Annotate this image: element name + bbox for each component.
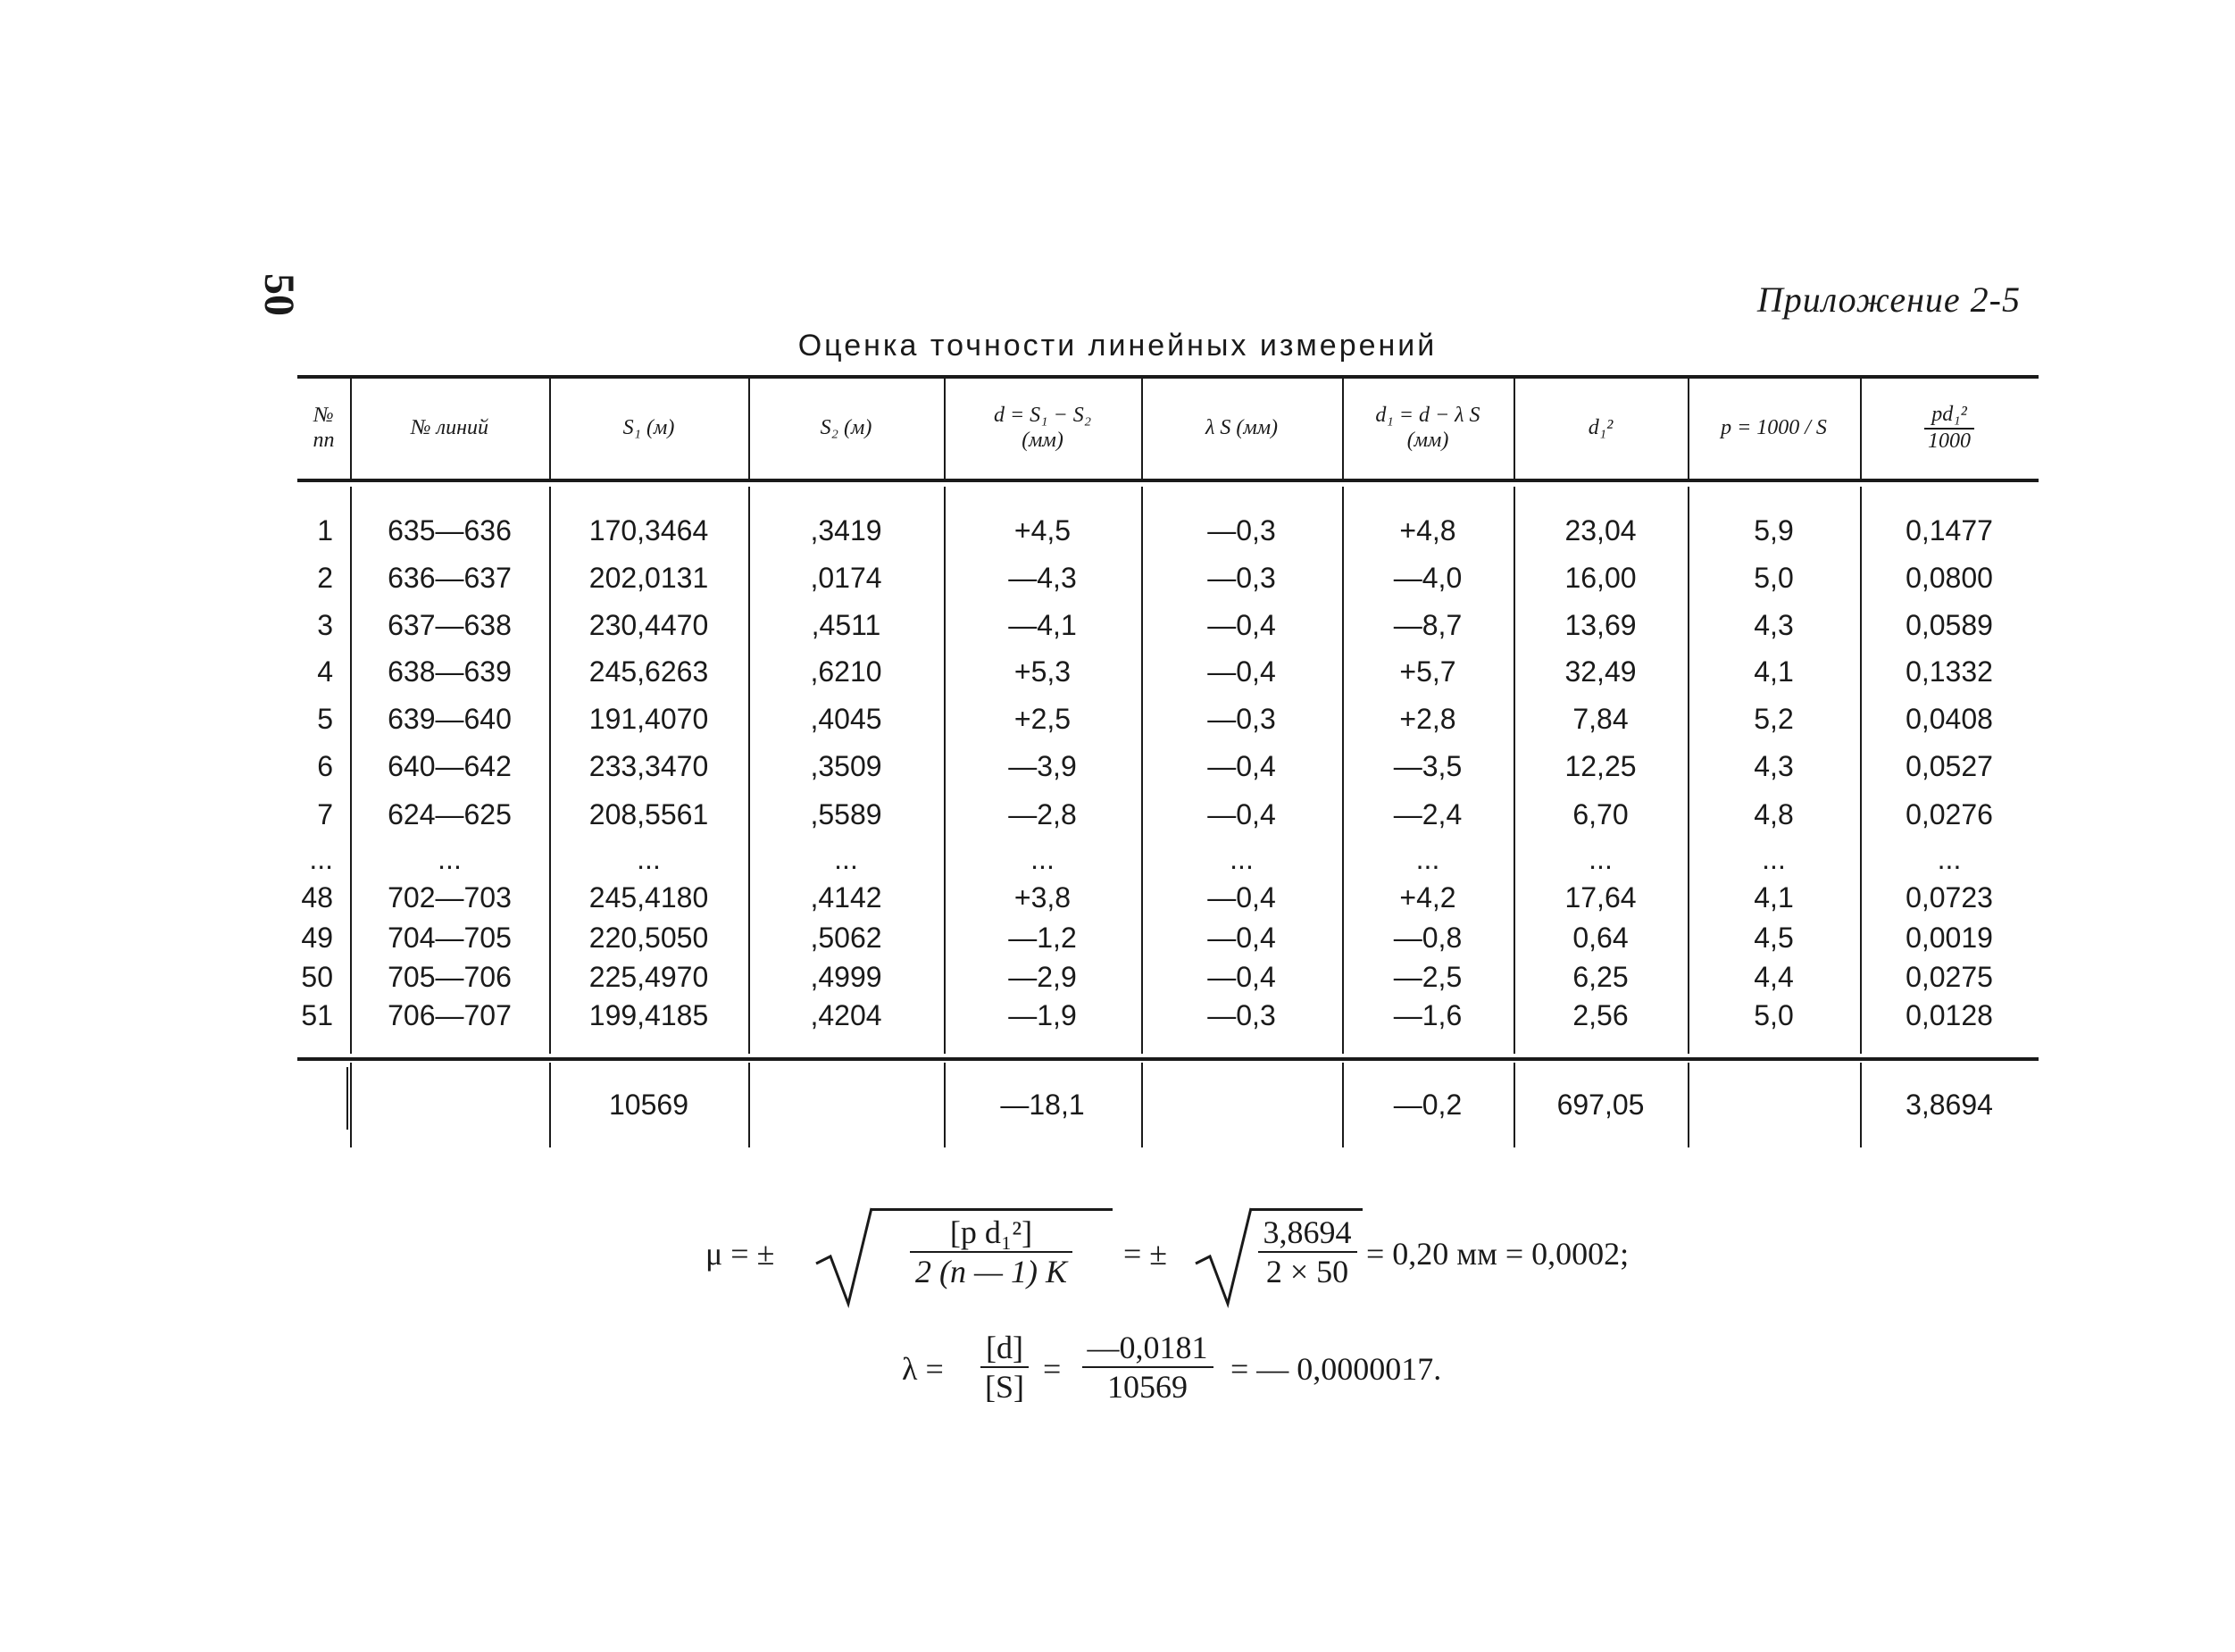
column-header [549,380,748,477]
table-cell: 0,0723 [1906,881,1993,914]
table-cell: —0,3 [1207,562,1276,594]
table-cell: 245,6263 [588,655,709,688]
table-cell: 2,56 [1572,999,1629,1031]
table-cell: 51 [301,999,333,1031]
mu-num-2: 3,8694 [1258,1214,1357,1253]
mu-eq-2: = ± [1123,1236,1168,1272]
table-cell: —8,7 [1393,609,1463,641]
table-cell: 230,4470 [588,609,709,641]
table-cell: 637—638 [388,609,512,641]
table-row [297,605,2039,645]
lambda-num-2: —0,0181 [1082,1329,1213,1368]
table-cell: —0,4 [1207,922,1276,954]
table-cell: 5,0 [1754,999,1794,1031]
table-cell: —0,4 [1207,609,1276,641]
lambda-lhs: λ = [902,1351,944,1387]
table-cell: 12,25 [1564,750,1637,782]
table-cell: 705—706 [388,961,512,993]
table-cell: ,5589 [810,798,882,830]
mu-formula [696,1201,1679,1308]
table-cell: —4,1 [1008,609,1077,641]
radical-sign-icon [1192,1201,1255,1308]
table-cell: —0,3 [1207,514,1276,546]
table-cell: 704—705 [388,922,512,954]
appendix-label: Приложение 2-5 [1756,280,2021,320]
mu-lhs: μ = ± [705,1236,775,1272]
table-title: Оценка точности линейных измерений [797,329,1438,363]
table-cell: ,0174 [810,562,882,594]
table-cell: 0,0276 [1906,798,1993,830]
table-cell: 0,0589 [1906,609,1993,641]
table-cell: —0,4 [1207,881,1276,914]
totals-cell [350,1085,549,1124]
lambda-den-1: [S] [985,1369,1024,1405]
table-cell: ... [1937,843,1962,875]
column-header [748,380,944,477]
table-cell: 233,3470 [588,750,709,782]
totals-cell [297,1085,350,1124]
mu-den-1: 2 (n — 1) K [915,1254,1067,1289]
table-cell: 16,00 [1564,562,1637,594]
table-cell: —4,3 [1008,562,1077,594]
lambda-result: = — 0,0000017. [1230,1351,1442,1387]
table-cell: 191,4070 [588,703,709,735]
column-header [1514,380,1688,477]
lambda-eq-2: = [1043,1351,1062,1387]
table-cell: 5,2 [1754,703,1794,735]
table-cell: —1,2 [1008,922,1077,954]
table-cell: 4,4 [1754,961,1794,993]
table-cell: 5 [317,703,333,735]
table-cell: ... [1230,843,1254,875]
table-cell: —0,3 [1207,999,1276,1031]
table-cell: 640—642 [388,750,512,782]
table-cell: 170,3464 [588,514,709,546]
table-cell: 4,8 [1754,798,1794,830]
table-cell: —0,4 [1207,798,1276,830]
table-cell: ,4204 [810,999,882,1031]
table-cell: 4,5 [1754,922,1794,954]
column-header [1141,380,1342,477]
table-cell: ... [438,843,462,875]
table-cell: 6 [317,750,333,782]
table-cell: —0,3 [1207,703,1276,735]
table-cell: 639—640 [388,703,512,735]
table-cell: 0,0275 [1906,961,1993,993]
table-cell: 4,1 [1754,881,1794,914]
table-cell: —4,0 [1393,562,1463,594]
column-header [1688,380,1860,477]
table-cell: 32,49 [1564,655,1637,688]
mu-den-2: 2 × 50 [1265,1254,1349,1289]
totals-cell: 697,05 [1556,1089,1645,1121]
table-row [297,996,2039,1035]
table-cell: 220,5050 [588,922,709,954]
totals-cell: —0,2 [1393,1089,1463,1121]
table-cell: 13,69 [1564,609,1637,641]
table-cell: —0,4 [1207,750,1276,782]
column-header-top: S₂ (м) [820,416,872,440]
column-header [350,380,549,477]
column-header-top: № линий [411,416,488,440]
table-cell: 48 [301,881,333,914]
totals-cell [1688,1085,1860,1124]
table-cell: —2,4 [1393,798,1463,830]
table-cell: —2,8 [1008,798,1077,830]
table-cell: ... [637,843,661,875]
table-cell: +5,7 [1399,655,1456,688]
table-cell: 0,0408 [1906,703,1993,735]
mu-fraction-2 [1254,1214,1361,1290]
table-row [297,747,2039,786]
table-cell: ,4045 [810,703,882,735]
totals-cell: 10569 [609,1089,688,1121]
column-header-top: S₁ (м) [622,416,675,440]
table-row [297,558,2039,597]
table-cell: ... [834,843,858,875]
table-cell: +3,8 [1013,881,1072,914]
table-cell: 4,3 [1754,750,1794,782]
table-cell: ... [1030,843,1055,875]
totals-cell [748,1085,944,1124]
table-cell: 4,3 [1754,609,1794,641]
table-cell: —1,6 [1393,999,1463,1031]
table-cell: ,3419 [810,514,882,546]
table-cell: —2,9 [1008,961,1077,993]
table-row [297,699,2039,738]
mu-result: = 0,20 мм = 0,0002; [1366,1236,1630,1272]
table-cell: ... [309,843,333,875]
table-row [297,839,2039,879]
table-cell: 624—625 [388,798,512,830]
table-cell: 0,0800 [1906,562,1993,594]
table-cell: +5,3 [1013,655,1072,688]
table-cell: —0,4 [1207,655,1276,688]
totals-cell: 3,8694 [1906,1089,1993,1121]
column-header-top: d₁² [1588,416,1614,440]
header-bottom-rule [297,479,2039,482]
table-cell: +2,5 [1013,703,1072,735]
lambda-formula [893,1322,1607,1420]
table-cell: 1 [317,514,333,546]
column-header-bottom: (мм) [1022,429,1063,452]
table-row [297,795,2039,834]
table-cell: 202,0131 [588,562,709,594]
table-cell: 4 [317,655,333,688]
column-header [1342,380,1514,477]
table-cell: 0,0128 [1906,999,1993,1031]
mu-num-1: [p d₁²] [910,1214,1072,1253]
table-cell: 0,1332 [1906,655,1993,688]
table-cell: 0,1477 [1906,514,1993,546]
lambda-den-2: 10569 [1107,1369,1188,1405]
table-cell: ,5062 [810,922,882,954]
table-cell: 7 [317,798,333,830]
table-cell: —3,9 [1008,750,1077,782]
table-cell: 702—703 [388,881,512,914]
table-cell: 208,5561 [588,798,709,830]
table-cell: 0,64 [1572,922,1629,954]
table-cell: +2,8 [1399,703,1456,735]
table-cell: 3 [317,609,333,641]
table-cell: —3,5 [1393,750,1463,782]
table-row [297,878,2039,917]
table-cell: 50 [301,961,333,993]
column-header-bottom: пп [313,429,335,452]
table-cell: —2,5 [1393,961,1463,993]
table-cell: ... [1415,843,1440,875]
table-row [297,511,2039,550]
radical-sign-icon [813,1201,875,1308]
column-header [944,380,1141,477]
table-cell: 6,70 [1572,798,1629,830]
table-cell: 17,64 [1564,881,1637,914]
column-header-top: λ S (мм) [1205,416,1278,440]
totals-top-rule [297,1057,2039,1061]
table-cell: +4,2 [1399,881,1456,914]
table-cell: 5,0 [1754,562,1794,594]
totals-cell: —18,1 [1000,1089,1085,1121]
table-row [297,918,2039,957]
table-cell: 0,0527 [1906,750,1993,782]
table-row [297,957,2039,997]
totals-cell [1141,1085,1342,1124]
column-header-top: d₁ = d − λ S [1375,404,1480,428]
table-cell: —1,9 [1008,999,1077,1031]
table-cell: 49 [301,922,333,954]
table-cell: 7,84 [1572,703,1629,735]
table-cell: +4,8 [1399,514,1456,546]
column-header-bottom: 1000 [1928,430,1971,453]
lambda-fraction-1 [973,1329,1036,1406]
table-cell: 23,04 [1564,514,1637,546]
table-cell: 706—707 [388,999,512,1031]
table-cell: ,6210 [810,655,882,688]
table-cell: 199,4185 [588,999,709,1031]
table-cell: 636—637 [388,562,512,594]
totals-row [297,1085,2039,1124]
table-cell: ... [1589,843,1613,875]
table-cell: 4,1 [1754,655,1794,688]
table-cell: 638—639 [388,655,512,688]
mu-fraction-1 [880,1214,1103,1290]
column-header [297,380,350,477]
table-cell: —0,4 [1207,961,1276,993]
table-cell: ,4511 [811,609,881,641]
table-cell: 6,25 [1572,961,1629,993]
column-header-bottom: (мм) [1406,429,1449,452]
table-cell: 0,0019 [1906,922,1993,954]
table-cell: 635—636 [388,514,512,546]
column-header-top: № [313,404,334,428]
table-cell: 5,9 [1754,514,1794,546]
lambda-fraction-2 [1076,1329,1219,1406]
table-cell: ,4142 [810,881,882,914]
table-row [297,652,2039,691]
table-top-rule [297,375,2039,379]
table-cell: 225,4970 [588,961,709,993]
table-cell: —0,8 [1393,922,1463,954]
table-cell: ,4999 [810,961,882,993]
column-header-top: p = 1000 / S [1721,416,1827,440]
lambda-num-1: [d] [980,1329,1029,1368]
table-cell: 2 [317,562,333,594]
table-cell: ... [1762,843,1786,875]
table-cell: +4,5 [1013,514,1072,546]
column-header [1860,380,2039,477]
table-cell: 245,4180 [588,881,709,914]
column-header-top: pd₁² [1924,403,1974,430]
column-header-top: d = S₁ − S₂ [993,404,1092,428]
table-cell: ,3509 [810,750,882,782]
page-number: 50 [255,273,303,316]
